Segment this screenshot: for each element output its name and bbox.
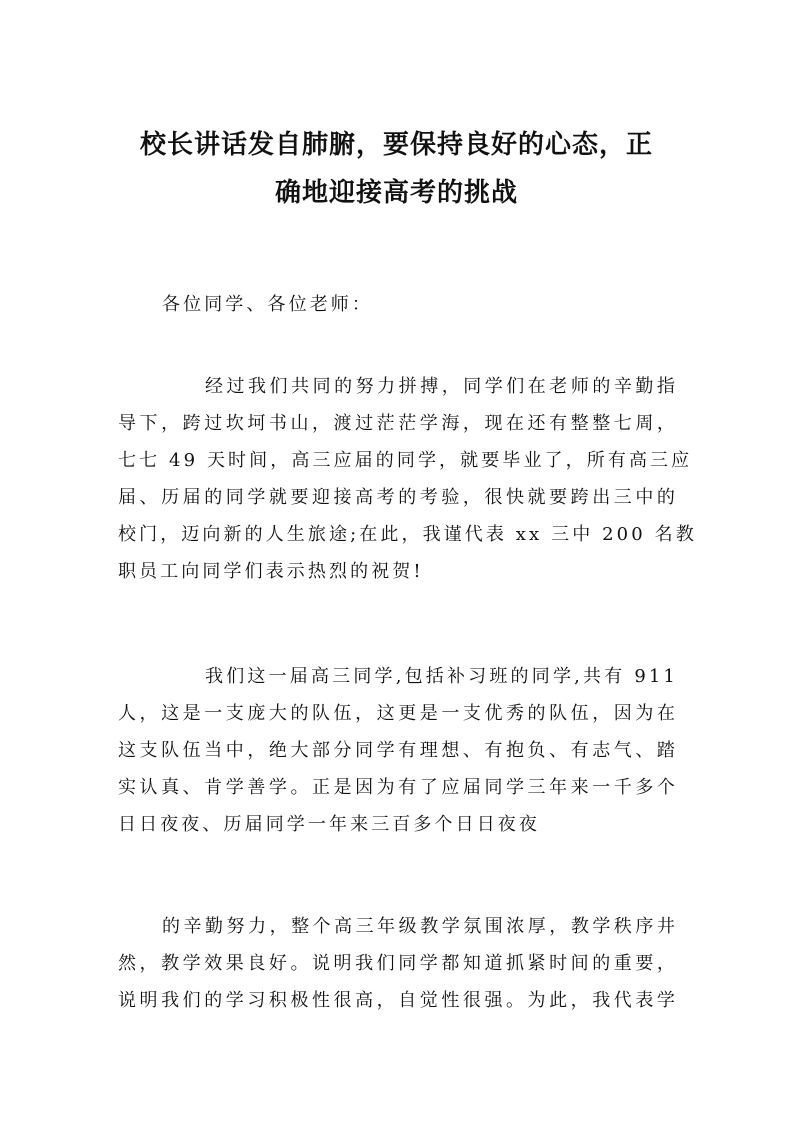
paragraph-1-line-1: 经过我们共同的努力拼搏，同学们在老师的辛勤指 — [205, 376, 678, 397]
paragraph-1-line-3: 七七 49 天时间，高三应届的同学，就要毕业了，所有高三应 — [118, 450, 693, 471]
paragraph-3-line-3: 说明我们的学习积极性很高，自觉性很强。为此，我代表学 — [118, 990, 678, 1011]
paragraph-1-line-5: 校门，迈向新的人生旅途;在此，我谨代表 xx 三中 200 名教 — [118, 524, 697, 545]
paragraph-1-line-4: 届、历届的同学就要迎接高考的考验，很快就要跨出三中的 — [118, 487, 678, 508]
paragraph-3-line-1: 的辛勤努力，整个高三年级教学氛围浓厚，教学秩序井 — [162, 916, 678, 937]
paragraph-2-line-4: 实认真、肯学善学。正是因为有了应届同学三年来一千多个 — [118, 777, 678, 798]
paragraph-2-line-5: 日日夜夜、历届同学一年来三百多个日日夜夜 — [118, 814, 540, 835]
paragraph-2-line-2: 人，这是一支庞大的队伍，这更是一支优秀的队伍，因为在 — [118, 703, 678, 724]
document-title-line-1: 校长讲话发自肺腑，要保持良好的心态，正 — [139, 130, 653, 160]
document-title-line-2: 确地迎接高考的挑战 — [274, 178, 518, 208]
paragraph-1-line-2: 导下，跨过坎坷书山，渡过茫茫学海，现在还有整整七周， — [118, 413, 678, 434]
paragraph-3-line-2: 然，教学效果良好。说明我们同学都知道抓紧时间的重要， — [118, 953, 678, 974]
paragraph-2-line-1: 我们这一届高三同学,包括补习班的同学,共有 911 — [205, 666, 678, 687]
paragraph-1-line-6: 职员工向同学们表示热烈的祝贺! — [118, 561, 424, 582]
salutation: 各位同学、各位老师： — [162, 294, 373, 315]
paragraph-2-line-3: 这支队伍当中，绝大部分同学有理想、有抱负、有志气、踏 — [118, 740, 678, 761]
